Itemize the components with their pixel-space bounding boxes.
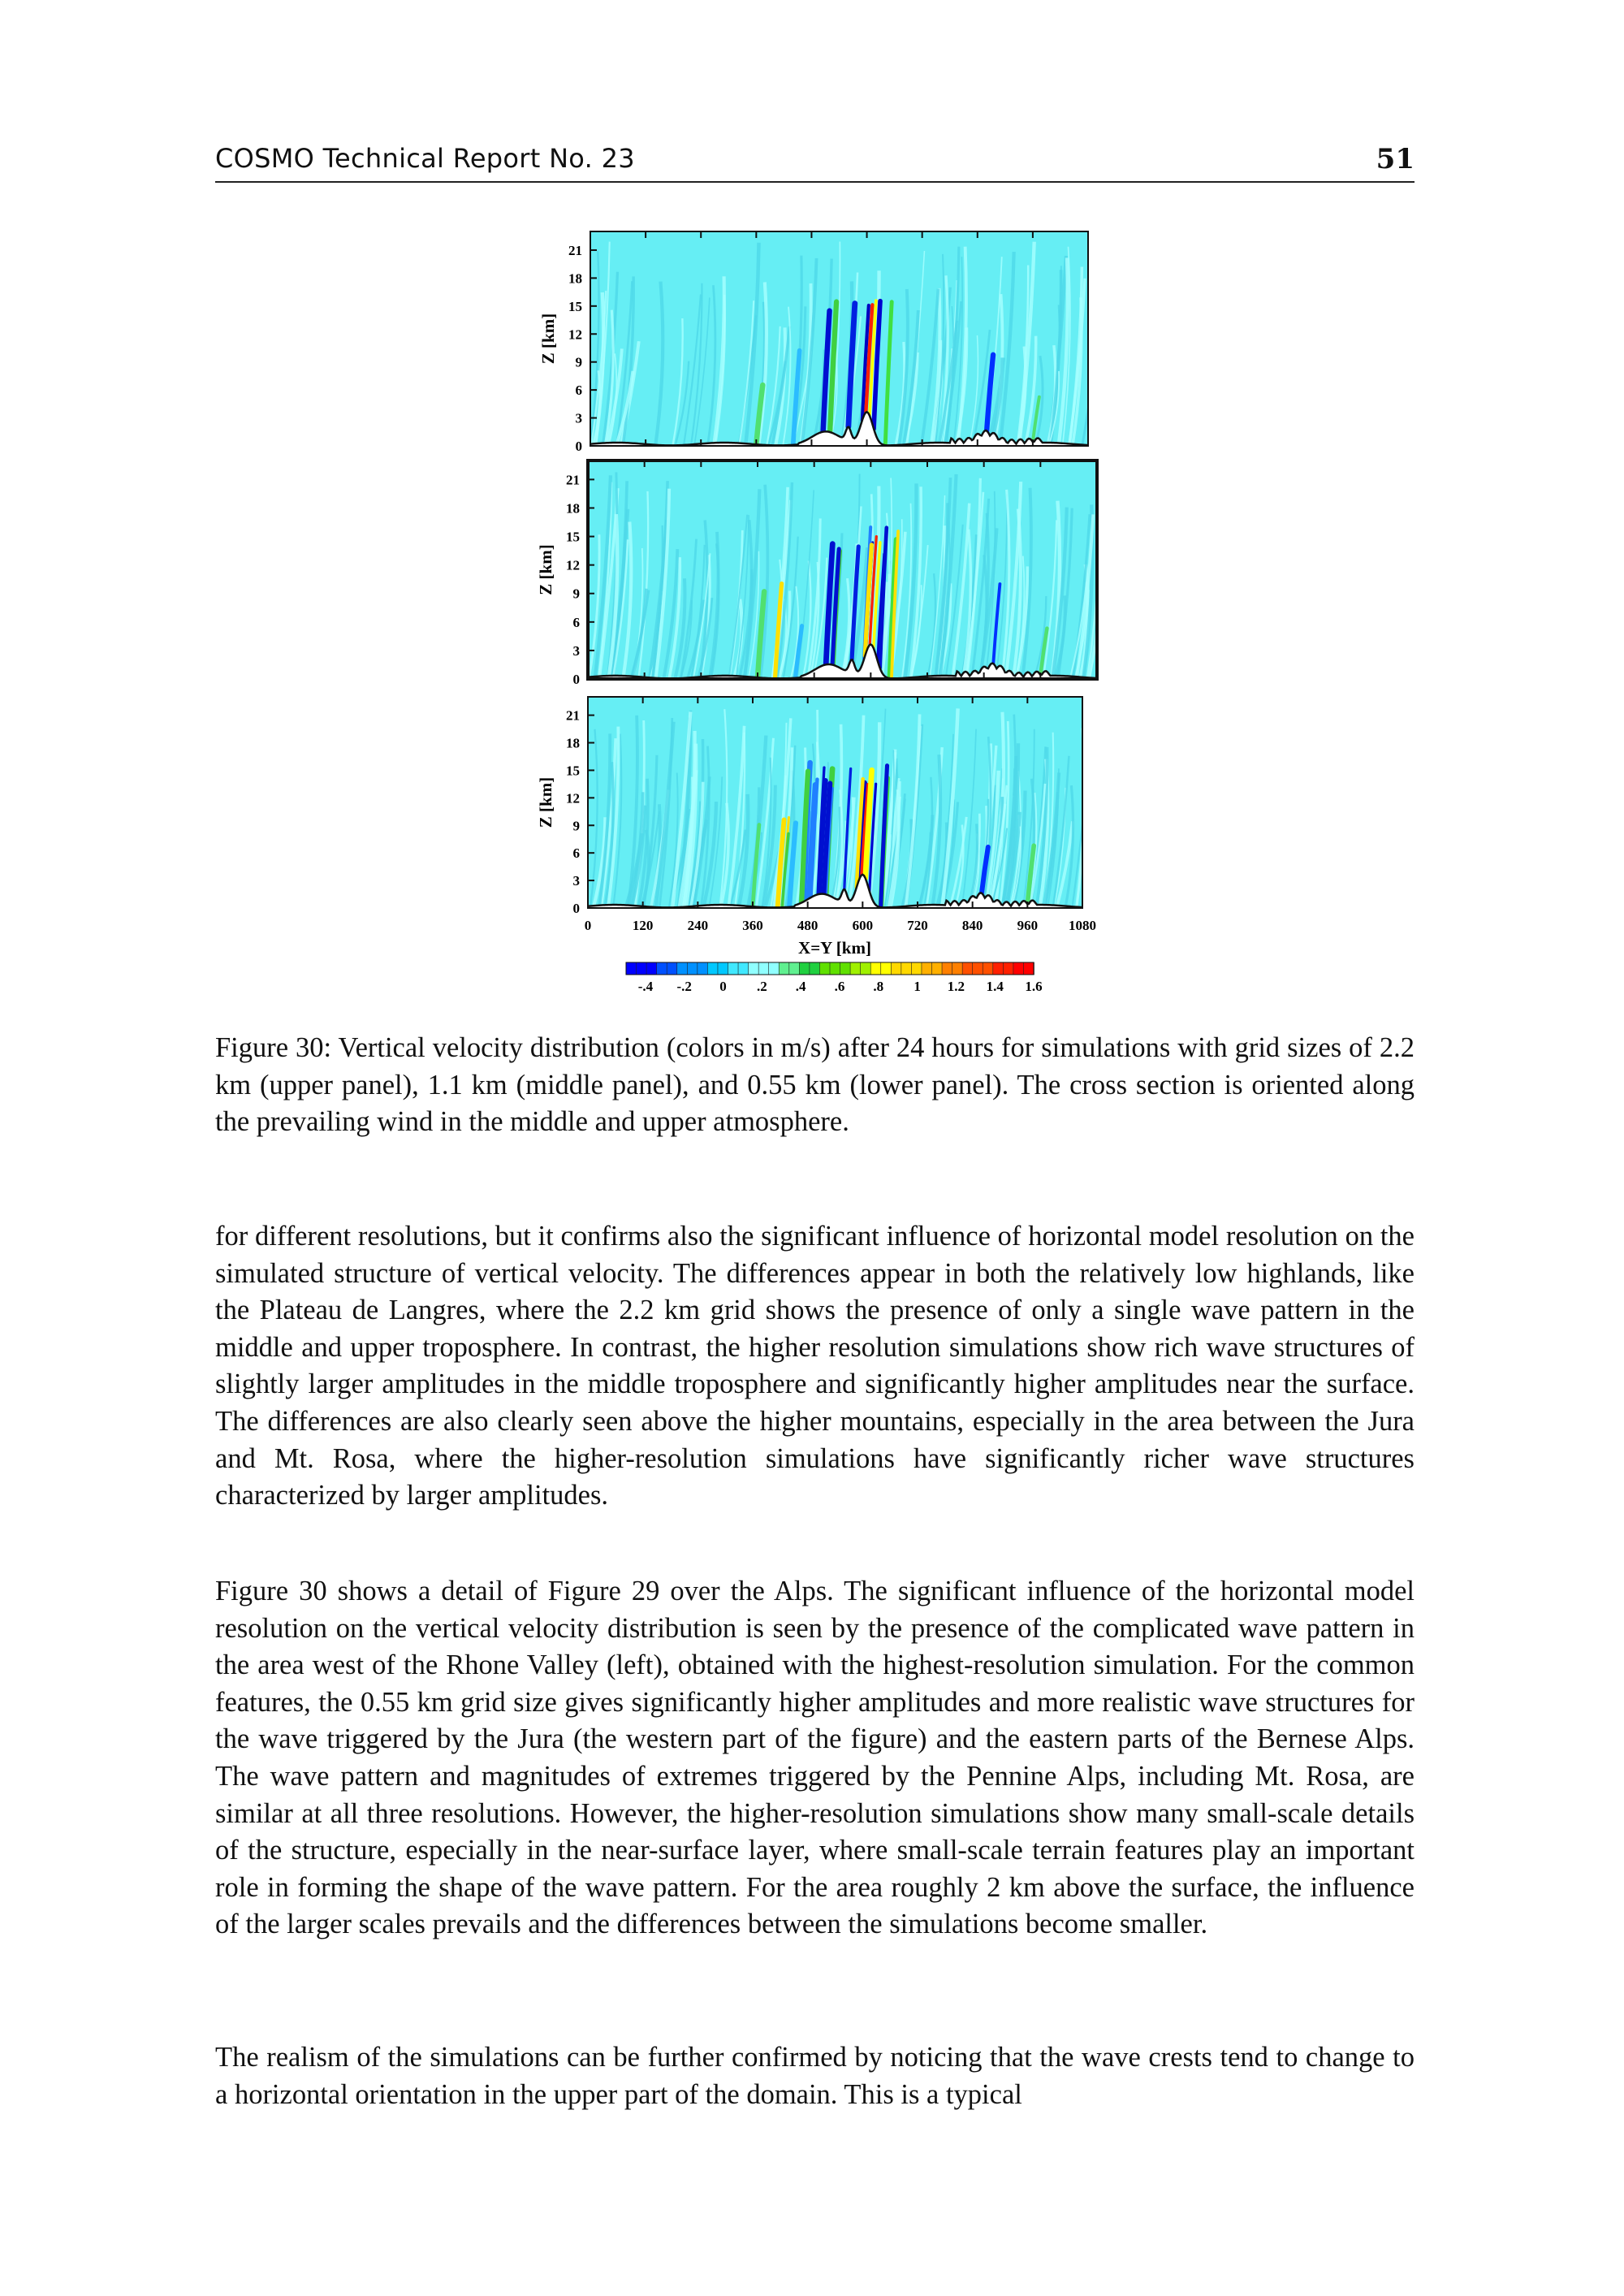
y-tick-label: 18: [566, 500, 580, 517]
chart-panel-1: [538, 231, 1100, 454]
colorbar-swatch: [718, 962, 728, 975]
y-tick-label: 3: [572, 873, 580, 889]
colorbar: [626, 962, 1043, 994]
x-tick-label: 120: [632, 918, 654, 933]
x-tick-label: 600: [852, 918, 874, 933]
colorbar-tick-label: 0: [719, 979, 727, 994]
colorbar-swatch: [901, 962, 912, 975]
colorbar-swatch: [657, 962, 667, 975]
colorbar-swatch: [626, 962, 637, 975]
colorbar-tick-label: -.2: [676, 979, 692, 994]
colorbar-swatch: [687, 962, 698, 975]
y-tick-label: 0: [572, 901, 580, 916]
y-tick-label: 6: [575, 383, 582, 399]
y-tick-label: 12: [568, 326, 582, 343]
y-axis-label: Z [km]: [538, 313, 558, 365]
body-paragraph-3: The realism of the simulations can be further confirmed by noticing that the wave crests tend to change to a horizontal orientation in the upper part of the domain. This is a typical: [215, 2042, 1415, 2110]
x-tick-label: 480: [797, 918, 818, 933]
colorbar-swatch: [799, 962, 810, 975]
page-number: 51: [1376, 143, 1415, 175]
colorbar-swatch: [810, 962, 820, 975]
x-tick-label: 960: [1017, 918, 1039, 933]
x-tick-label: 720: [907, 918, 928, 933]
colorbar-swatch: [840, 962, 851, 975]
y-axis-label: Z [km]: [536, 544, 555, 595]
y-axis-label: Z [km]: [536, 776, 555, 828]
colorbar-swatch: [830, 962, 840, 975]
colorbar-swatch: [891, 962, 901, 975]
figure-caption: Figure 30: Vertical velocity distribution (colors in m/s) after 24 hours for simulations with grid sizes of 2.2 km (upper panel), 1.1 km (middle panel), and 0.55 km (lower panel). The cross section is oriented along the prevailing wind in the middle and upper atmosphere.: [215, 1032, 1415, 1138]
body-paragraph-2: Figure 30 shows a detail of Figure 29 over the Alps. The significant influence of the horizontal model resolution on the vertical velocity distribution is seen by the presence of the complicated wave pattern in the area west of the Rhone Valley (left), obtained with the highest-resolution simulation. For the common features, the 0.55 km grid size gives significantly higher amplitudes and more realistic wave structures for the wave triggered by the Jura (the western part of the figure) and the eastern parts of the Bernese Alps. The wave pattern and magnitudes of extremes triggered by the Pennine Alps, including Mt. Rosa, are similar at all three resolutions. However, the higher-resolution simulations show many small-scale details of the structure, especially in the near-surface layer, where small-scale terrain features play an important role in forming the shape of the wave pattern. For the area roughly 2 km above the surface, the influence of the larger scales prevails and the differences between the simulations become smaller.: [215, 1576, 1415, 1940]
colorbar-swatch: [922, 962, 932, 975]
y-tick-label: 12: [566, 557, 580, 573]
colorbar-swatch: [993, 962, 1004, 975]
y-tick-label: 0: [575, 439, 582, 454]
colorbar-swatch: [667, 962, 677, 975]
colorbar-swatch: [637, 962, 647, 975]
colorbar-swatch: [779, 962, 789, 975]
x-tick-label: 1080: [1069, 918, 1096, 933]
x-tick-label: 240: [687, 918, 709, 933]
y-tick-label: 0: [572, 672, 580, 687]
colorbar-swatch: [1023, 962, 1034, 975]
y-tick-label: 18: [568, 270, 582, 287]
y-tick-label: 12: [566, 790, 580, 806]
colorbar-swatch: [728, 962, 739, 975]
y-tick-label: 9: [575, 354, 582, 370]
colorbar-swatch: [952, 962, 963, 975]
y-tick-label: 3: [575, 410, 582, 426]
body-paragraph-1: for different resolutions, but it confirms also the significant influence of horizontal model resolution on the simulated structure of vertical velocity. The differences appear in both the relatively low highlands, like the Plateau de Langres, where the 2.2 km grid shows the presence of only a single wave pattern in the middle and upper troposphere. In contrast, the higher resolution simulations show rich wave structures of slightly larger amplitudes in the middle troposphere and significantly higher amplitudes near the surface. The differences are also clearly seen above the higher mountains, especially in the area between the Jura and Mt. Rosa, where the higher-resolution simulations have significantly richer wave structures characterized by larger amplitudes.: [215, 1221, 1415, 1511]
x-tick-label: 360: [742, 918, 763, 933]
y-tick-label: 9: [572, 818, 580, 834]
y-tick-label: 9: [572, 586, 580, 602]
colorbar-swatch: [983, 962, 993, 975]
colorbar-swatch: [850, 962, 861, 975]
colorbar-swatch: [707, 962, 718, 975]
y-tick-label: 15: [566, 529, 580, 545]
colorbar-swatch: [881, 962, 892, 975]
chart-panel-2: [536, 460, 1106, 687]
colorbar-swatch: [646, 962, 657, 975]
x-tick-label: 0: [584, 918, 592, 933]
y-tick-label: 18: [566, 735, 580, 751]
colorbar-tick-label: 1.4: [986, 979, 1004, 994]
colorbar-swatch: [870, 962, 881, 975]
colorbar-swatch: [942, 962, 952, 975]
colorbar-tick-label: .6: [834, 979, 845, 994]
colorbar-tick-label: -.4: [637, 979, 654, 994]
chart-panel-3: [536, 697, 1090, 916]
colorbar-swatch: [973, 962, 983, 975]
y-tick-label: 21: [566, 472, 580, 488]
y-tick-label: 3: [572, 642, 580, 659]
colorbar-swatch: [698, 962, 708, 975]
running-header-title: COSMO Technical Report No. 23: [215, 143, 635, 174]
colorbar-tick-label: 1.2: [947, 979, 965, 994]
colorbar-swatch: [738, 962, 749, 975]
colorbar-swatch: [1003, 962, 1013, 975]
y-tick-label: 15: [568, 298, 582, 314]
colorbar-swatch: [932, 962, 943, 975]
colorbar-swatch: [962, 962, 973, 975]
colorbar-swatch: [819, 962, 830, 975]
colorbar-swatch: [861, 962, 871, 975]
colorbar-tick-label: 1: [914, 979, 921, 994]
colorbar-tick-label: .2: [756, 979, 767, 994]
colorbar-swatch: [911, 962, 922, 975]
figure-30: [0, 0, 1624, 1007]
y-tick-label: 6: [572, 845, 580, 862]
colorbar-swatch: [789, 962, 800, 975]
colorbar-tick-label: .8: [873, 979, 884, 994]
colorbar-tick-label: 1.6: [1025, 979, 1043, 994]
colorbar-swatch: [769, 962, 780, 975]
x-tick-label: 840: [961, 918, 983, 933]
x-axis-label: X=Y [km]: [798, 938, 871, 958]
colorbar-tick-label: .4: [795, 979, 806, 994]
colorbar-swatch: [758, 962, 769, 975]
y-tick-label: 21: [566, 707, 580, 724]
y-tick-label: 21: [568, 242, 582, 258]
y-tick-label: 15: [566, 763, 580, 779]
colorbar-swatch: [749, 962, 759, 975]
y-tick-label: 6: [572, 614, 580, 630]
colorbar-swatch: [1013, 962, 1024, 975]
colorbar-swatch: [677, 962, 688, 975]
